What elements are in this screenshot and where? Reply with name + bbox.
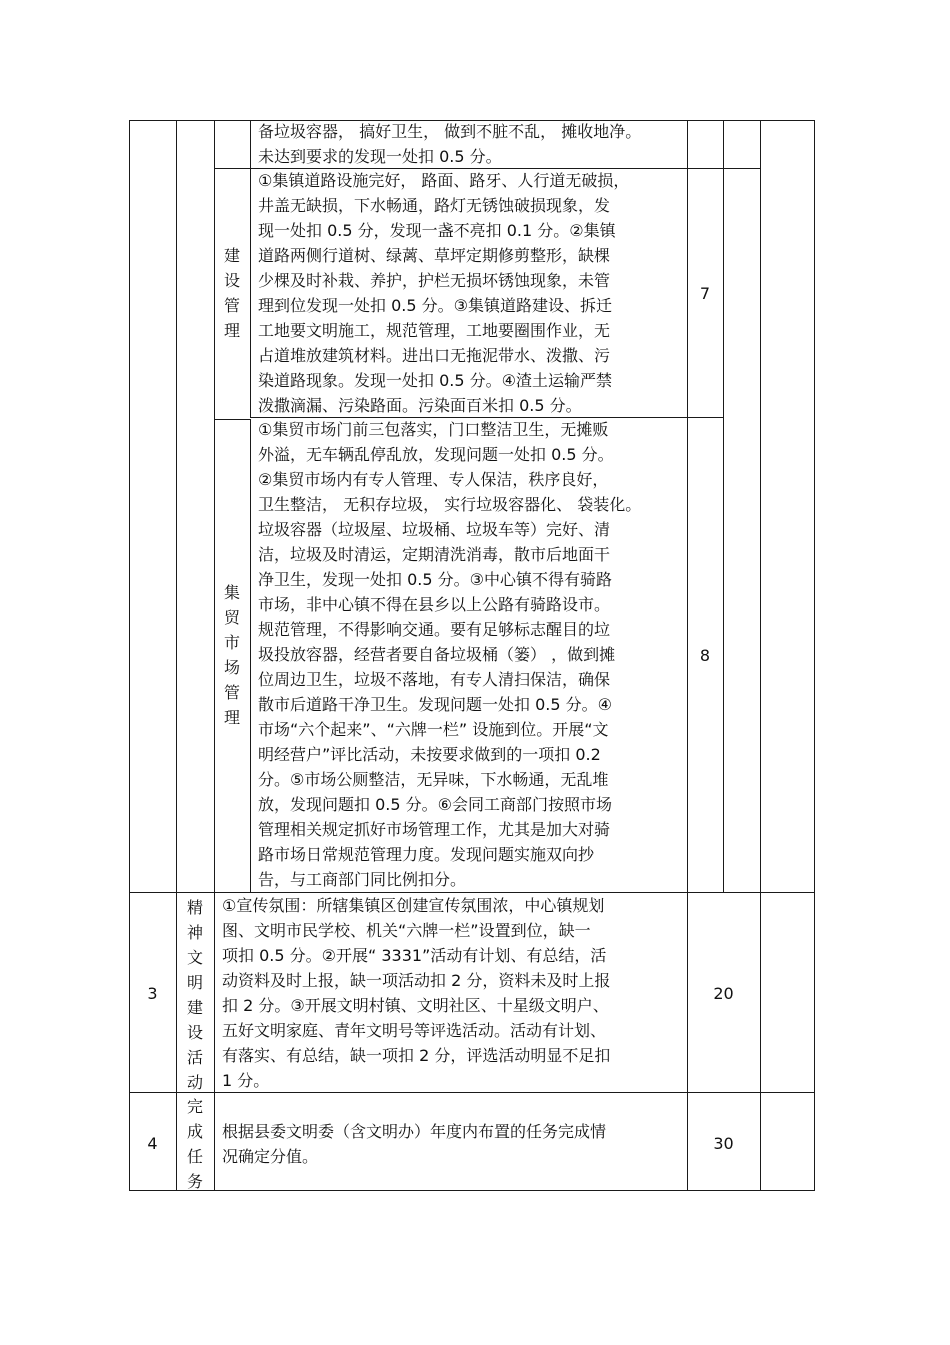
text-line: 有落实、有总结，缺一项扣 2 分，评选活动明显不足扣: [222, 1046, 611, 1065]
text-line: 分。⑤市场公厕整洁，无异味，下水畅通，无乱堆: [258, 770, 609, 789]
text-line: 理到位发现一处扣 0.5 分。③集镇道路建设、拆迁: [258, 296, 612, 315]
text-line: 图、文明市民学校、机关“六牌一栏”设置到位，缺一: [222, 921, 591, 940]
text-line: 外溢，无车辆乱停乱放，发现问题一处扣 0.5 分。: [258, 445, 614, 464]
text-line: 市场，非中心镇不得在县乡以上公路有骑路设市。: [258, 595, 611, 614]
row-road-text: [258, 168, 629, 418]
text-line: 位周边卫生，垃圾不落地，有专人清扫保洁，确保: [258, 670, 611, 689]
text-line: 占道堆放建筑材料。进出口无拖泥带水、泼撒、污: [258, 346, 611, 365]
row-task-index: 4: [147, 1134, 158, 1153]
text-line: 染道路现象。发现一处扣 0.5 分。④渣土运输严禁: [258, 371, 612, 390]
rule-col1: [176, 120, 177, 1191]
text-line: 五好文明家庭、青年文明号等评选活动。活动有计划、: [222, 1021, 607, 1040]
text-line: 垃圾容器（垃圾屋、垃圾桶、垃圾车等）完好、清: [258, 520, 611, 539]
text-line: 规范管理，不得影响交通。要有足够标志醒目的垃: [258, 620, 611, 639]
text-line: 井盖无缺损，下水畅通，路灯无锈蚀破损现象，发: [258, 196, 611, 215]
text-line: 市场“六个起来”、“六牌一栏” 设施到位。开展“文: [258, 720, 609, 739]
row-road-score: 7: [699, 284, 711, 303]
text-line: 备垃圾容器， 搞好卫生， 做到不脏不乱， 摊收地净。: [258, 122, 642, 141]
text-line: ②集贸市场内有专人管理、专人保洁，秩序良好，: [258, 470, 609, 489]
text-line: 根据县委文明委（含文明办）年度内布置的任务完成情: [222, 1122, 607, 1141]
text-line: ①宣传氛围：所辖集镇区创建宣传氛围浓，中心镇规划: [222, 896, 605, 915]
rule-col6: [760, 120, 761, 1191]
text-line: 1 分。: [222, 1071, 270, 1090]
text-line: 告，与工商部门同比例扣分。: [258, 870, 467, 889]
row-road-label: 建设管理: [223, 246, 240, 340]
text-line: 动资料及时上报，缺一项活动扣 2 分，资料未及时上报: [222, 971, 611, 990]
text-line: 况确定分值。: [222, 1147, 319, 1166]
row-task-text: [222, 1119, 606, 1169]
text-line: 道路两侧行道树、绿蓠、草坪定期修剪整形，缺棵: [258, 246, 611, 265]
rule-left: [129, 120, 130, 1191]
rule-col3-mid: [250, 419, 251, 893]
text-line: 项扣 0.5 分。②开展“ 3331”活动有计划、有总结，活: [222, 946, 607, 965]
row-task-label: 完成任务: [186, 1097, 203, 1191]
text-line: 散市后道路干净卫生。发现问题一处扣 0.5 分。④: [258, 695, 612, 714]
row-market-score: 8: [699, 646, 711, 665]
rule-col2: [214, 120, 215, 1191]
row-market-label: 集贸市场管理: [223, 583, 240, 727]
text-line: 路市场日常规范管理力度。发现问题实施双向抄: [258, 845, 595, 864]
text-line: 洁，垃圾及时清运，定期清洗消毒，散市后地面干: [258, 545, 611, 564]
text-line: 扣 2 分。③开展文明村镇、文明社区、十星级文明户、: [222, 996, 609, 1015]
text-line: 未达到要求的发现一处扣 0.5 分。: [258, 147, 502, 166]
rule-road-label-bottom: [214, 419, 250, 420]
rule-right: [814, 120, 815, 1191]
row-market-text: [258, 417, 641, 892]
row-spirit-text: [222, 893, 610, 1093]
row-spirit-index: 3: [147, 984, 158, 1003]
text-line: 少棵及时补栽、养护，护栏无损坏锈蚀现象，未管: [258, 271, 611, 290]
rule-col5: [723, 120, 724, 893]
row-task-score: 30: [713, 1134, 734, 1153]
text-line: 圾投放容器，经营者要自备垃圾桶（篓） ，做到摊: [258, 645, 616, 664]
text-line: 明经营户”评比活动，未按要求做到的一项扣 0.2: [258, 745, 601, 764]
text-line: ①集镇道路设施完好， 路面、路牙、人行道无破损，: [258, 171, 630, 190]
text-line: 净卫生，发现一处扣 0.5 分。③中心镇不得有骑路: [258, 570, 612, 589]
text-line: ①集贸市场门前三包落实，门口整洁卫生，无摊贩: [258, 420, 609, 439]
text-line: 卫生整洁， 无积存垃圾， 实行垃圾容器化、 袋装化。: [258, 495, 642, 514]
rule-bottom: [129, 1190, 815, 1191]
text-line: 放，发现问题扣 0.5 分。⑥会同工商部门按照市场: [258, 795, 612, 814]
row-cont-text: [258, 119, 641, 169]
text-line: 工地要文明施工，规范管理，工地要圈围作业，无: [258, 321, 611, 340]
row-spirit-score: 20: [713, 984, 734, 1003]
text-line: 管理相关规定抓好市场管理工作，尤其是加大对骑: [258, 820, 611, 839]
rule-col3-top: [250, 120, 251, 418]
text-line: 现一处扣 0.5 分，发现一盏不亮扣 0.1 分。②集镇: [258, 221, 616, 240]
text-line: 泼撒滴漏、污染路面。污染面百米扣 0.5 分。: [258, 396, 582, 415]
row-spirit-label: 精神文明建设活动: [186, 898, 203, 1092]
